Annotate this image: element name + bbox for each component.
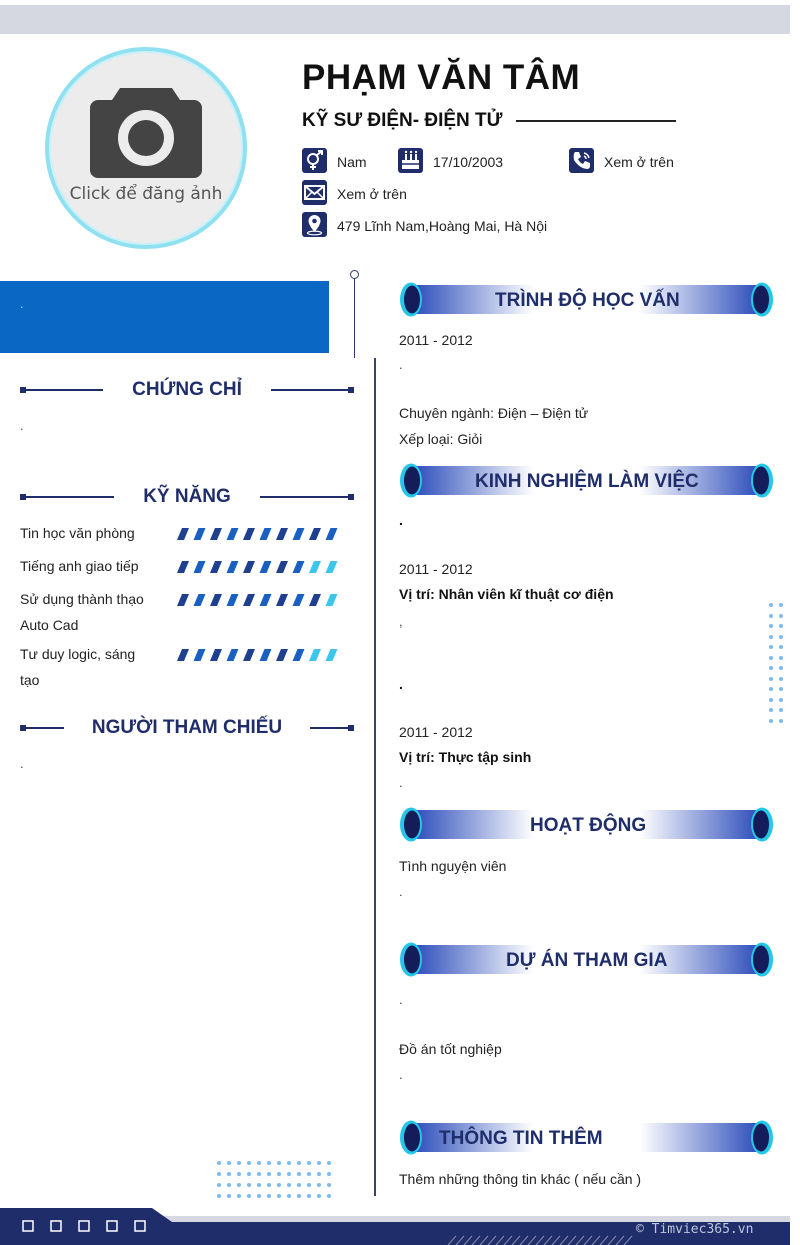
decorative-dot	[307, 1161, 311, 1165]
skill-bar	[175, 593, 345, 607]
decorative-dot	[779, 614, 783, 618]
decorative-dot	[779, 666, 783, 670]
skill-segment-filled	[210, 594, 222, 606]
location-pin-icon	[302, 212, 327, 237]
decorative-dot	[267, 1183, 271, 1187]
timeline-connector	[354, 278, 355, 358]
skills-title: KỸ NĂNG	[143, 486, 231, 507]
header-square	[348, 725, 354, 731]
decorative-dot	[257, 1161, 261, 1165]
additional-title: THÔNG TIN THÊM	[439, 1128, 603, 1149]
phone-icon	[569, 148, 594, 173]
decorative-dot	[287, 1172, 291, 1176]
decorative-dot	[297, 1161, 301, 1165]
activity-desc: .	[399, 884, 403, 899]
skill-segment-filled	[227, 649, 239, 661]
activity-role: Tình nguyện viên	[399, 858, 507, 874]
skill-segment-filled	[293, 594, 305, 606]
header-line	[260, 496, 350, 498]
decorative-dot	[247, 1172, 251, 1176]
certificates-title: CHỨNG CHỈ	[132, 379, 242, 400]
decorative-dot	[779, 719, 783, 723]
skill-segment-filled	[293, 528, 305, 540]
decorative-dot	[297, 1172, 301, 1176]
skill-segment-empty	[309, 561, 321, 573]
education-period: 2011 - 2012	[399, 332, 473, 348]
education-rank: Xếp loại: Giỏi	[399, 431, 483, 447]
decorative-dot	[769, 624, 773, 628]
decorative-dot	[277, 1161, 281, 1165]
job-desc: .	[399, 775, 403, 790]
address-value: 479 Lĩnh Nam,Hoàng Mai, Hà Nội	[337, 218, 548, 234]
decorative-dot	[779, 677, 783, 681]
decorative-dot	[317, 1161, 321, 1165]
decorative-dot	[769, 645, 773, 649]
skill-segment-filled	[177, 649, 189, 661]
skill-label: Tiếng anh giao tiếp	[20, 558, 139, 574]
projects-title: DỰ ÁN THAM GIA	[506, 950, 668, 971]
job-title: KỸ SƯ ĐIỆN- ĐIỆN TỬ	[302, 110, 503, 131]
decorative-dot	[237, 1161, 241, 1165]
skill-segment-filled	[326, 528, 338, 540]
skill-segment-filled	[177, 528, 189, 540]
decorative-dot	[267, 1172, 271, 1176]
column-divider	[374, 358, 376, 1196]
additional-content: Thêm những thông tin khác ( nếu cần )	[399, 1171, 642, 1187]
summary-block	[0, 281, 329, 353]
decorative-dot	[277, 1194, 281, 1198]
decorative-dot	[769, 719, 773, 723]
header-line	[24, 389, 103, 391]
skill-segment-filled	[309, 594, 321, 606]
skill-segment-empty	[326, 561, 338, 573]
decorative-dot	[779, 603, 783, 607]
email-value: Xem ở trên	[337, 186, 407, 202]
skill-segment-filled	[227, 561, 239, 573]
skill-segment-filled	[309, 528, 321, 540]
decorative-dot	[257, 1183, 261, 1187]
references-title: NGƯỜI THAM CHIẾU	[91, 717, 283, 738]
decorative-dot	[769, 698, 773, 702]
skill-segment-filled	[227, 528, 239, 540]
job-position: Vị trí: Nhân viên kĩ thuật cơ điện	[399, 586, 614, 602]
decorative-dot	[307, 1194, 311, 1198]
skill-segment-filled	[276, 649, 288, 661]
skill-segment-filled	[210, 649, 222, 661]
skill-segment-filled	[276, 561, 288, 573]
skill-segment-filled	[194, 561, 206, 573]
decorative-dot	[307, 1183, 311, 1187]
candidate-name: PHẠM VĂN TÂM	[302, 58, 581, 97]
skill-segment-filled	[227, 594, 239, 606]
skill-bar	[175, 560, 345, 574]
decorative-dot	[769, 708, 773, 712]
decorative-dot	[257, 1194, 261, 1198]
header-line	[24, 496, 114, 498]
decorative-dot	[327, 1172, 331, 1176]
decorative-dot	[237, 1172, 241, 1176]
skill-segment-filled	[210, 561, 222, 573]
decorative-dot	[779, 656, 783, 660]
decorative-dot	[247, 1194, 251, 1198]
decorative-dot	[247, 1161, 251, 1165]
skill-label: Tin học văn phòng	[20, 525, 135, 541]
decorative-dot	[317, 1172, 321, 1176]
skill-segment-filled	[260, 649, 272, 661]
skill-segment-filled	[194, 528, 206, 540]
decorative-dot	[779, 708, 783, 712]
decorative-dot	[257, 1172, 261, 1176]
decorative-dot	[217, 1172, 221, 1176]
skill-segment-filled	[194, 649, 206, 661]
skill-label-cont: Auto Cad	[20, 617, 79, 633]
email-icon	[302, 180, 327, 205]
skill-segment-filled	[177, 594, 189, 606]
decorative-dot	[227, 1172, 231, 1176]
decorative-dot	[227, 1194, 231, 1198]
decorative-dot	[227, 1161, 231, 1165]
decorative-dot	[317, 1194, 321, 1198]
skill-segment-filled	[243, 649, 255, 661]
header-square	[348, 494, 354, 500]
experience-title: KINH NGHIỆM LÀM VIỆC	[475, 471, 699, 492]
decorative-dot	[779, 624, 783, 628]
skill-segment-filled	[276, 528, 288, 540]
decorative-dot	[287, 1183, 291, 1187]
job-position: Vị trí: Thực tập sinh	[399, 749, 532, 765]
skill-segment-filled	[177, 561, 189, 573]
education-title: TRÌNH ĐỘ HỌC VẤN	[495, 290, 680, 311]
certificates-content: .	[20, 418, 24, 433]
decorative-dot	[769, 603, 773, 607]
decorative-dot	[227, 1183, 231, 1187]
decorative-dot	[327, 1183, 331, 1187]
project-name: Đồ án tốt nghiệp	[399, 1041, 502, 1057]
decorative-dot	[237, 1194, 241, 1198]
skill-segment-empty	[326, 594, 338, 606]
decorative-dot	[317, 1183, 321, 1187]
education-school: .	[399, 357, 403, 372]
skill-segment-filled	[243, 561, 255, 573]
birthday-cake-icon	[398, 148, 423, 173]
skill-segment-filled	[293, 649, 305, 661]
decorative-dot	[267, 1194, 271, 1198]
decorative-dot	[327, 1161, 331, 1165]
skill-segment-filled	[260, 561, 272, 573]
phone-value: Xem ở trên	[604, 154, 674, 170]
job-period: 2011 - 2012	[399, 724, 473, 740]
decorative-dot	[217, 1183, 221, 1187]
decorative-dots	[217, 1161, 337, 1205]
decorative-dot	[287, 1161, 291, 1165]
decorative-dot	[267, 1161, 271, 1165]
project-desc: .	[399, 1067, 403, 1082]
decorative-dot	[297, 1194, 301, 1198]
job-period: 2011 - 2012	[399, 561, 473, 577]
birthday-value: 17/10/2003	[433, 154, 504, 170]
skill-segment-filled	[260, 594, 272, 606]
decorative-dot	[277, 1172, 281, 1176]
skill-bar	[175, 648, 345, 662]
skill-segment-empty	[326, 649, 338, 661]
header-square	[348, 387, 354, 393]
decorative-dot	[779, 698, 783, 702]
decorative-dots	[769, 603, 789, 729]
footer-watermark: © Timviec365.vn	[636, 1222, 754, 1237]
gender-icon	[302, 148, 327, 173]
job-desc: ,	[399, 614, 403, 629]
summary-text: .	[20, 297, 24, 311]
education-major: Chuyên ngành: Điện – Điện tử	[399, 405, 589, 421]
activities-title: HOẠT ĐỘNG	[530, 815, 647, 836]
project-line: .	[399, 992, 403, 1007]
skill-segment-filled	[293, 561, 305, 573]
skill-segment-filled	[194, 594, 206, 606]
decorative-dot	[769, 666, 773, 670]
skill-segment-empty	[309, 649, 321, 661]
decorative-dot	[327, 1194, 331, 1198]
skill-segment-filled	[243, 594, 255, 606]
skill-segment-filled	[260, 528, 272, 540]
decorative-dot	[237, 1183, 241, 1187]
decorative-dot	[769, 677, 773, 681]
decorative-dot	[277, 1183, 281, 1187]
header-line	[271, 389, 350, 391]
skill-segment-filled	[243, 528, 255, 540]
decorative-dot	[779, 635, 783, 639]
decorative-dot	[769, 656, 773, 660]
skill-bar	[175, 527, 345, 541]
header-line	[24, 727, 64, 729]
skill-segment-filled	[210, 528, 222, 540]
gender-value: Nam	[337, 154, 367, 170]
title-divider	[516, 120, 676, 122]
skill-label: Tư duy logic, sáng	[20, 646, 136, 662]
decorative-dot	[779, 645, 783, 649]
references-content: .	[20, 756, 24, 771]
timeline-dot	[350, 270, 359, 279]
decorative-dot	[769, 635, 773, 639]
skill-segment-filled	[276, 594, 288, 606]
decorative-dot	[217, 1194, 221, 1198]
top-band	[0, 5, 790, 34]
decorative-dot	[769, 687, 773, 691]
skill-label: Sử dụng thành thạo	[20, 591, 144, 607]
decorative-dot	[287, 1194, 291, 1198]
decorative-dot	[217, 1161, 221, 1165]
decorative-dot	[247, 1183, 251, 1187]
decorative-dot	[297, 1183, 301, 1187]
header-line	[310, 727, 350, 729]
decorative-dot	[779, 687, 783, 691]
skill-label-cont: tạo	[20, 672, 40, 688]
job-company: .	[399, 512, 403, 528]
decorative-dot	[307, 1172, 311, 1176]
avatar-caption[interactable]: Click để đăng ảnh	[69, 184, 223, 204]
job-company: .	[399, 676, 403, 692]
decorative-dot	[769, 614, 773, 618]
camera-icon[interactable]	[90, 82, 202, 178]
